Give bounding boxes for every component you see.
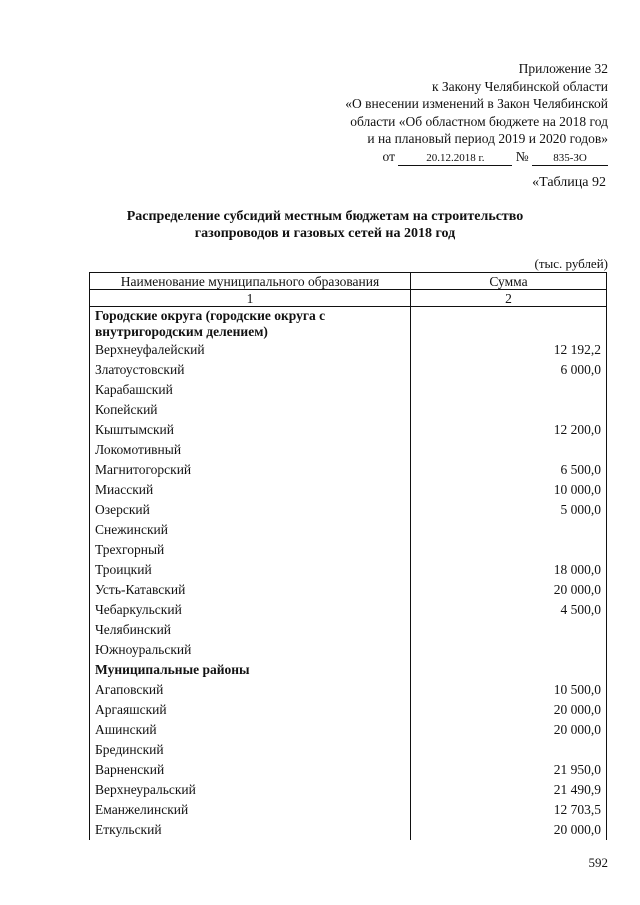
subsidy-amount	[411, 620, 607, 640]
group-title-city-districts: Городские округа (городские округа с внутригородским делением)	[90, 307, 411, 341]
subsidy-amount	[411, 400, 607, 420]
appendix-header	[288, 60, 608, 166]
subsidy-amount: 12 703,5	[411, 800, 607, 820]
header-line: области «Об областном бюджете на 2018 год	[350, 113, 608, 129]
table-row	[90, 780, 607, 800]
units-label: (тыс. рублей)	[534, 256, 608, 271]
municipality-name: Верхнеуральский	[90, 780, 411, 800]
municipality-name: Трехгорный	[90, 540, 411, 560]
table-row	[90, 460, 607, 480]
date-prefix: от	[382, 148, 395, 164]
column-number: 1	[90, 290, 411, 307]
number-prefix: №	[515, 148, 529, 164]
document-title: Распределение субсидий местным бюджетам на строительство газопроводов и газовых сетей на 2018 год	[126, 209, 524, 241]
table-row	[90, 540, 607, 560]
table-row	[90, 480, 607, 500]
table-row	[90, 420, 607, 440]
table-row	[90, 520, 607, 540]
subsidy-amount: 10 000,0	[411, 480, 607, 500]
table-row	[90, 700, 607, 720]
column-number-row	[90, 290, 607, 307]
municipality-name: Миасский	[90, 480, 411, 500]
table-row	[90, 560, 607, 580]
subsidy-amount	[411, 440, 607, 460]
municipality-name: Южноуральский	[90, 640, 411, 660]
subsidy-amount	[411, 740, 607, 760]
table-row	[90, 440, 607, 460]
column-number: 2	[411, 290, 607, 307]
table-row	[90, 720, 607, 740]
municipality-name: Агаповский	[90, 680, 411, 700]
subsidy-amount: 20 000,0	[411, 580, 607, 600]
group-header-row	[90, 307, 607, 341]
subsidy-amount: 10 500,0	[411, 680, 607, 700]
subsidy-amount: 12 200,0	[411, 420, 607, 440]
table-row	[90, 400, 607, 420]
table-row	[90, 620, 607, 640]
table-header-row	[90, 273, 607, 290]
subsidy-amount: 6 500,0	[411, 460, 607, 480]
subsidy-amount	[411, 380, 607, 400]
subsidy-amount: 18 000,0	[411, 560, 607, 580]
municipality-name: Копейский	[90, 400, 411, 420]
municipality-name: Троицкий	[90, 560, 411, 580]
table-row	[90, 740, 607, 760]
municipality-name: Аргаяшский	[90, 700, 411, 720]
table-row	[90, 500, 607, 520]
subsidy-amount: 20 000,0	[411, 700, 607, 720]
table-row	[90, 340, 607, 360]
table-row	[90, 600, 607, 620]
header-line: и на плановый период 2019 и 2020 годов»	[367, 131, 608, 146]
table-row	[90, 360, 607, 380]
municipality-name: Челябинский	[90, 620, 411, 640]
subsidy-amount	[411, 640, 607, 660]
table-row	[90, 760, 607, 780]
municipality-name: Карабашский	[90, 380, 411, 400]
group-title-municipal-districts: Муниципальные районы	[90, 660, 411, 680]
column-header-sum: Сумма	[411, 273, 607, 290]
subsidy-table	[89, 272, 607, 840]
municipality-name: Златоустовский	[90, 360, 411, 380]
page-number: 592	[588, 855, 608, 870]
column-header-name: Наименование муниципального образования	[90, 273, 411, 290]
table-row	[90, 800, 607, 820]
municipality-name: Озерский	[90, 500, 411, 520]
municipality-name: Брединский	[90, 740, 411, 760]
subsidy-amount: 5 000,0	[411, 500, 607, 520]
municipality-name: Варненский	[90, 760, 411, 780]
municipality-name: Еманжелинский	[90, 800, 411, 820]
law-date: 20.12.2018 г.	[398, 152, 512, 166]
subsidy-amount: 21 490,9	[411, 780, 607, 800]
subsidy-amount: 20 000,0	[411, 720, 607, 740]
subsidy-amount: 21 950,0	[411, 760, 607, 780]
header-line: Приложение 32	[518, 61, 608, 76]
municipality-name: Снежинский	[90, 520, 411, 540]
group-value-cell	[411, 307, 607, 341]
subsidy-amount: 20 000,0	[411, 820, 607, 840]
group-value-cell	[411, 660, 607, 680]
law-date-number-line	[288, 148, 608, 166]
table-row	[90, 580, 607, 600]
subsidy-amount: 12 192,2	[411, 340, 607, 360]
table-row	[90, 640, 607, 660]
municipality-name: Усть-Катавский	[90, 580, 411, 600]
municipality-name: Еткульский	[90, 820, 411, 840]
subsidy-amount	[411, 540, 607, 560]
municipality-name: Магнитогорский	[90, 460, 411, 480]
header-line: «О внесении изменений в Закон Челябинской	[345, 96, 608, 111]
table-row	[90, 680, 607, 700]
municipality-name: Локомотивный	[90, 440, 411, 460]
municipality-name: Ашинский	[90, 720, 411, 740]
subsidy-amount: 6 000,0	[411, 360, 607, 380]
table-row	[90, 380, 607, 400]
group-header-row	[90, 660, 607, 680]
table-row	[90, 820, 607, 840]
municipality-name: Чебаркульский	[90, 600, 411, 620]
municipality-name: Верхнеуфалейский	[90, 340, 411, 360]
subsidy-amount	[411, 520, 607, 540]
header-line: к Закону Челябинской области	[431, 78, 608, 94]
subsidy-amount: 4 500,0	[411, 600, 607, 620]
municipality-name: Кыштымский	[90, 420, 411, 440]
table-number: «Таблица 92	[532, 175, 606, 190]
law-number: 835-ЗО	[532, 152, 608, 166]
